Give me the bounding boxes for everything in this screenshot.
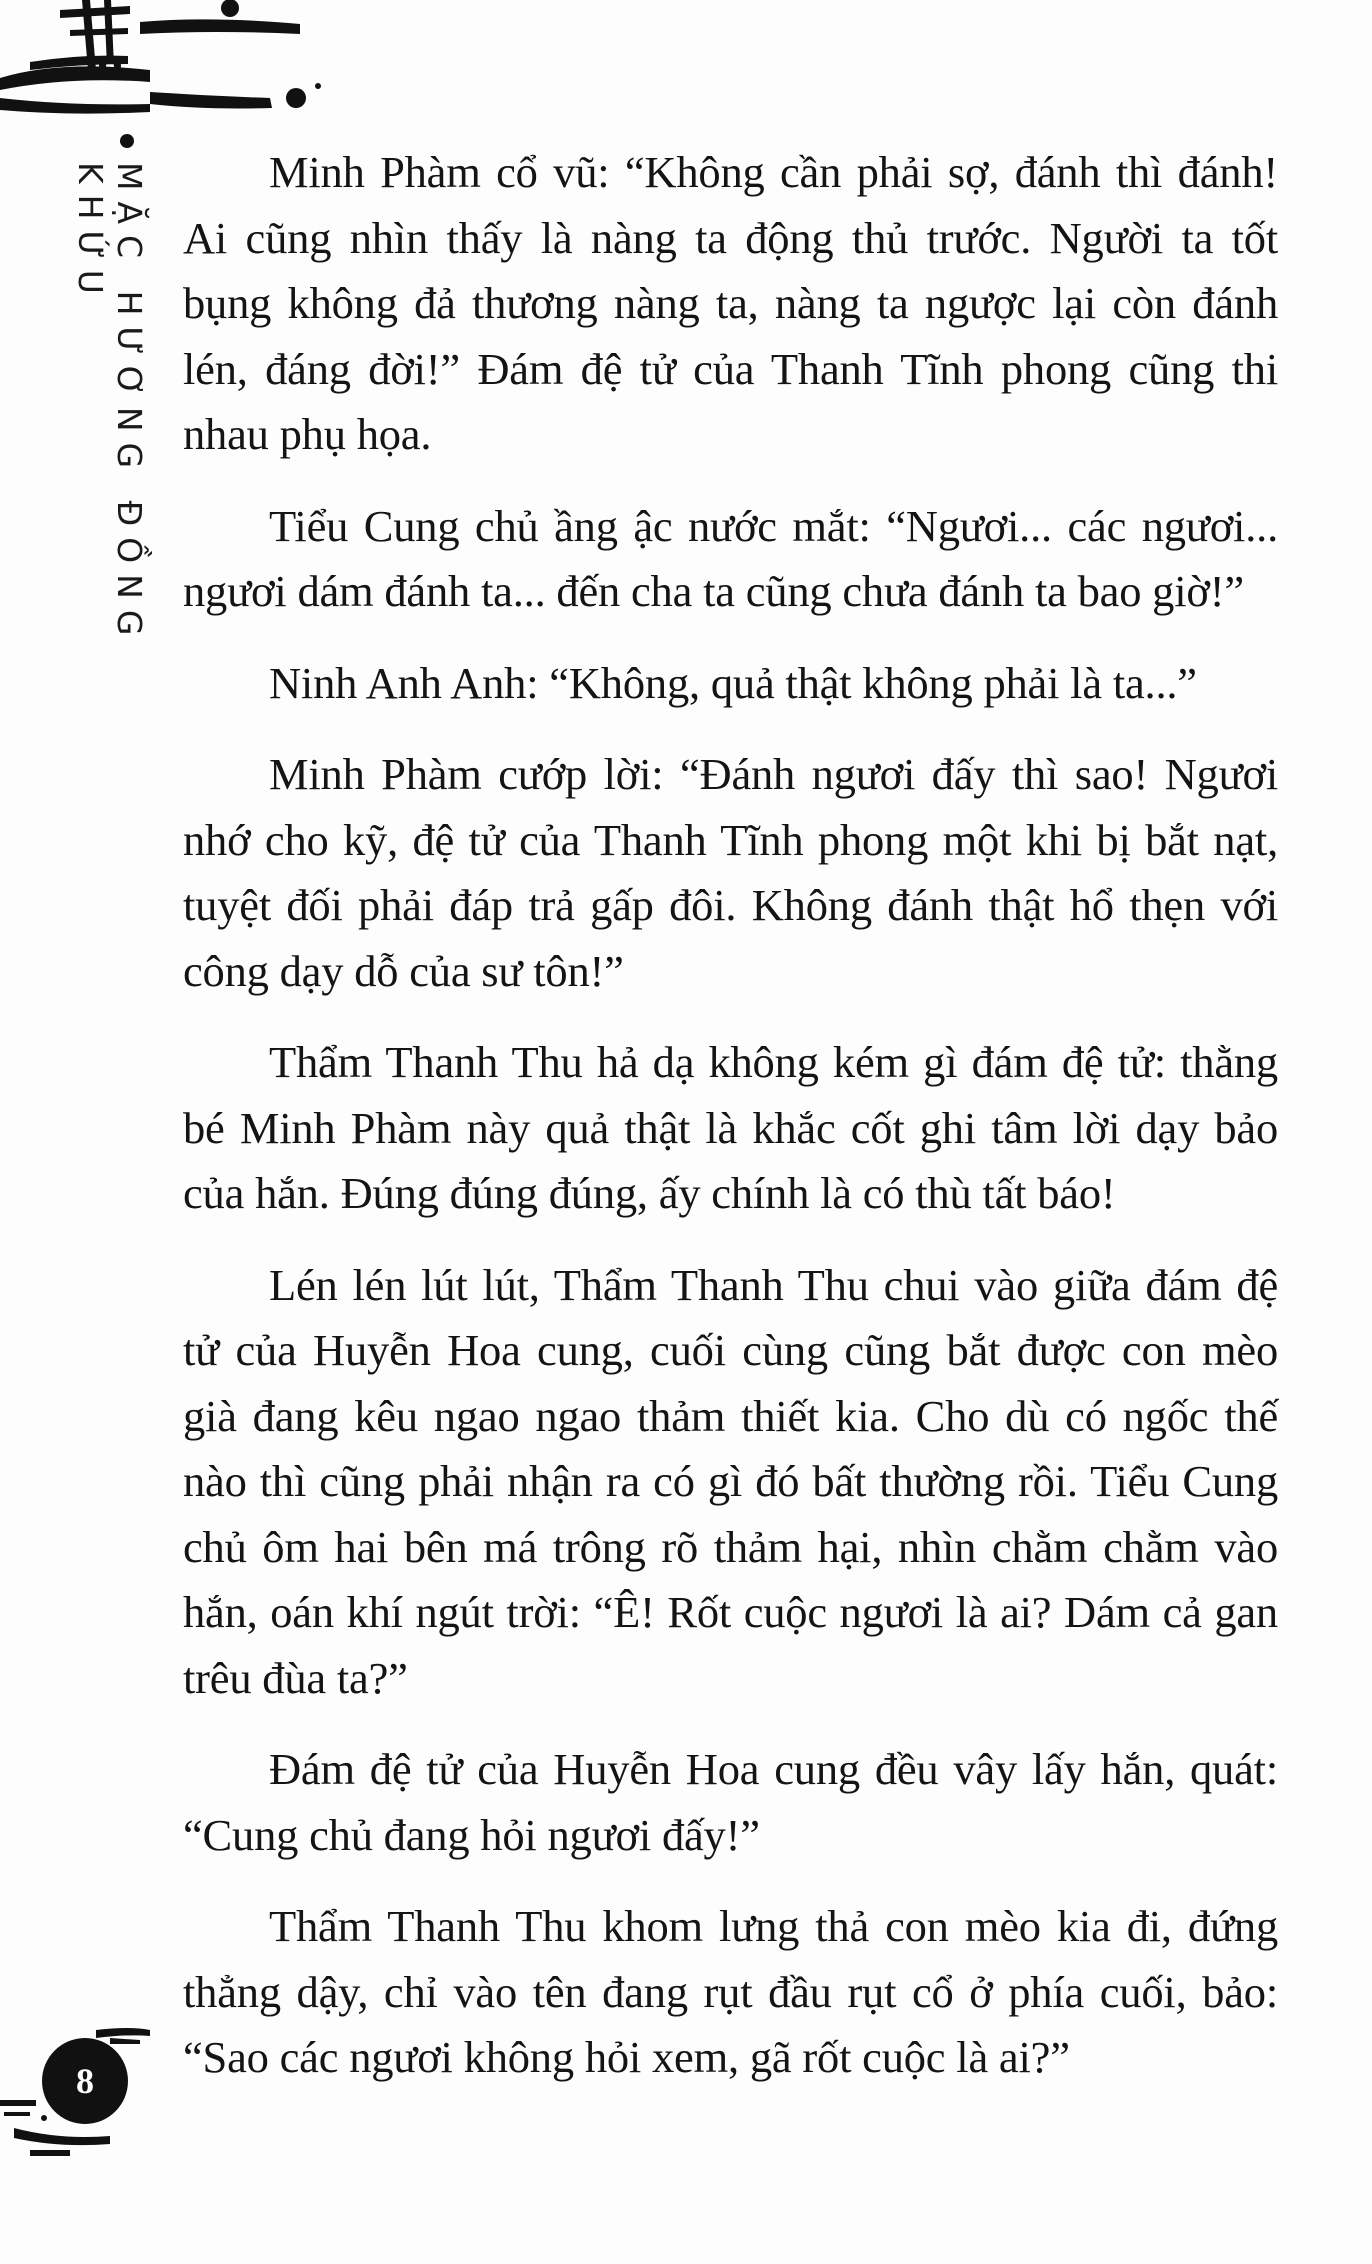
ornament-dot (120, 134, 134, 148)
paragraph: Thẩm Thanh Thu khom lưng thả con mèo kia đi, đứng thẳng dậy, chỉ vào tên đang rụt đầu rụt cổ ở phía cuối, bảo: “Sao các ngươi không hỏi xem, gã rốt cuộc là ai?” (183, 1901, 1278, 2082)
running-title (71, 162, 149, 722)
body-text (183, 140, 1278, 2117)
paragraph: Ninh Anh Anh: “Không, quả thật không phải là ta...” (269, 657, 1197, 708)
paragraph: Lén lén lút lút, Thẩm Thanh Thu chui vào giữa đám đệ tử của Huyễn Hoa cung, cuối cùng cũng bắt được con mèo già đang kêu ngao ngao thảm thiết kia. Cho dù có ngốc thế nào thì cũng phải nhận ra có gì đó bất thường rồi. Tiểu Cung chủ ôm hai bên má trông rõ thảm hại, nhìn chằm chằm vào hắn, oán khí ngút trời: “Ê! Rốt cuộc ngươi là ai? Dám cả gan trêu đùa ta?” (183, 1259, 1278, 1703)
paragraph: Minh Phàm cổ vũ: “Không cần phải sợ, đánh thì đánh! Ai cũng nhìn thấy là nàng ta động thủ trước. Người ta tốt bụng không đả thương nàng ta, nàng ta ngược lại còn đánh lén, đáng đời!” Đám đệ tử của Thanh Tĩnh phong cũng thi nhau phụ họa. (183, 147, 1278, 459)
ink-branch-ornament-icon (0, 0, 330, 150)
paragraph: Thẩm Thanh Thu hả dạ không kém gì đám đệ tử: thằng bé Minh Phàm này quả thật là khắc cốt ghi tâm lời dạy bảo của hắn. Đúng đúng đúng, ấy chính là có thù tất báo! (183, 1037, 1278, 1218)
page-number: 8 (76, 2061, 94, 2101)
paragraph: Minh Phàm cướp lời: “Đánh ngươi đấy thì sao! Ngươi nhớ cho kỹ, đệ tử của Thanh Tĩnh phong một khi bị bắt nạt, tuyệt đối phải đáp trả gấp đôi. Không đánh thật hổ thẹn với công dạy dỗ của sư tôn!” (183, 749, 1278, 996)
running-title-text: MẶC HƯƠNG ĐỒNG KHỨU (71, 162, 149, 647)
paragraph: Tiểu Cung chủ ầng ậc nước mắt: “Ngươi... các ngươi... ngươi dám đánh ta... đến cha ta cũng chưa đánh ta bao giờ!” (183, 500, 1278, 616)
paragraph: Đám đệ tử của Huyễn Hoa cung đều vây lấy hắn, quát: “Cung chủ đang hỏi ngươi đấy!” (183, 1744, 1278, 1860)
page-number-badge (42, 2038, 128, 2124)
